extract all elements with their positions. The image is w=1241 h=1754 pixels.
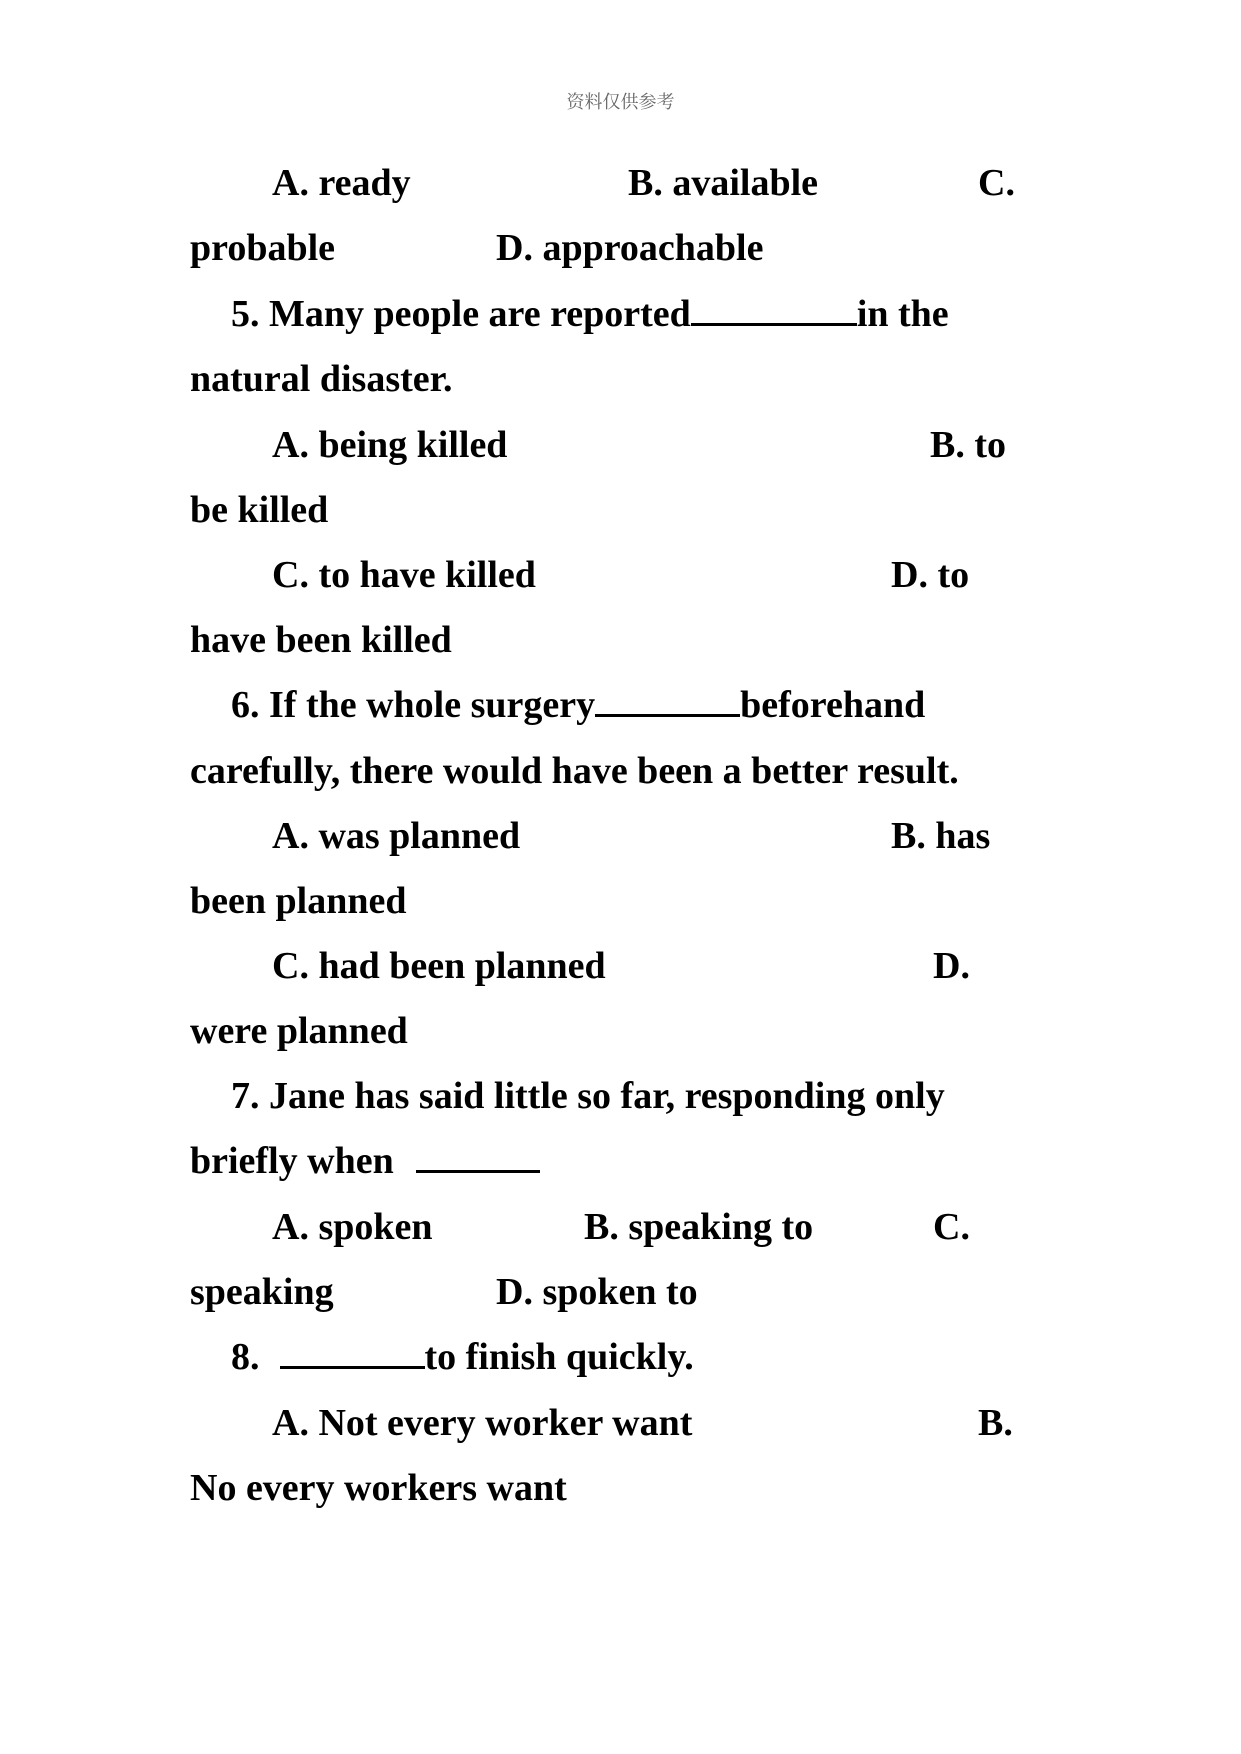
question-6-text: 6. If the whole surgery <box>231 684 596 726</box>
option-d-label: D. <box>933 945 970 987</box>
option-a-was-planned: A. was planned <box>272 815 521 857</box>
question-8-stem <box>231 1334 694 1380</box>
option-b-available: B. available <box>628 162 819 204</box>
option-d-were-planned: were planned <box>190 1010 408 1052</box>
question-8-text-end: to finish quickly. <box>424 1336 694 1378</box>
answer-blank <box>595 684 740 717</box>
option-b-be-killed: be killed <box>190 489 329 531</box>
option-a-spoken: A. spoken <box>272 1206 433 1248</box>
option-d-approachable: D. approachable <box>496 227 764 269</box>
option-c-to-have-killed: C. to have killed <box>272 554 536 596</box>
option-c-probable: probable <box>190 227 336 269</box>
question-6-text-end: beforehand <box>740 684 926 726</box>
option-a-being-killed: A. being killed <box>272 424 508 466</box>
question-5-text: 5. Many people are reported <box>231 293 691 335</box>
question-5-continuation: natural disaster. <box>190 358 453 400</box>
answer-blank <box>416 1140 540 1173</box>
option-b-label: B. to <box>930 424 1006 466</box>
question-5-text-end: in the <box>856 293 949 335</box>
option-b-label: B. <box>978 1402 1013 1444</box>
question-8-number: 8. <box>231 1336 260 1378</box>
option-d-have-been-killed: have been killed <box>190 619 452 661</box>
page-header: 资料仅供参考 <box>566 92 675 113</box>
question-6-continuation: carefully, there would have been a better result. <box>190 750 959 792</box>
option-c-had-been-planned: C. had been planned <box>272 945 606 987</box>
option-b-speaking-to: B. speaking to <box>584 1206 814 1248</box>
question-7-text-end: briefly when <box>190 1140 394 1182</box>
option-c-label: C. <box>978 162 1015 204</box>
option-a-not-every-worker-want: A. Not every worker want <box>272 1402 693 1444</box>
option-d-spoken-to: D. spoken to <box>496 1271 698 1313</box>
option-d-label: D. to <box>891 554 970 596</box>
option-c-speaking: speaking <box>190 1271 334 1313</box>
question-6-stem <box>231 682 925 728</box>
answer-blank <box>280 1336 425 1369</box>
question-7-stem: 7. Jane has said little so far, responding only <box>231 1075 945 1117</box>
question-5-stem <box>231 291 949 337</box>
option-b-label: B. has <box>891 815 991 857</box>
option-b-been-planned: been planned <box>190 880 407 922</box>
answer-blank <box>691 293 857 326</box>
question-7-continuation <box>190 1138 540 1184</box>
option-c-label: C. <box>933 1206 970 1248</box>
option-a-ready: A. ready <box>272 162 411 204</box>
option-b-no-every-workers-want: No every workers want <box>190 1467 567 1509</box>
